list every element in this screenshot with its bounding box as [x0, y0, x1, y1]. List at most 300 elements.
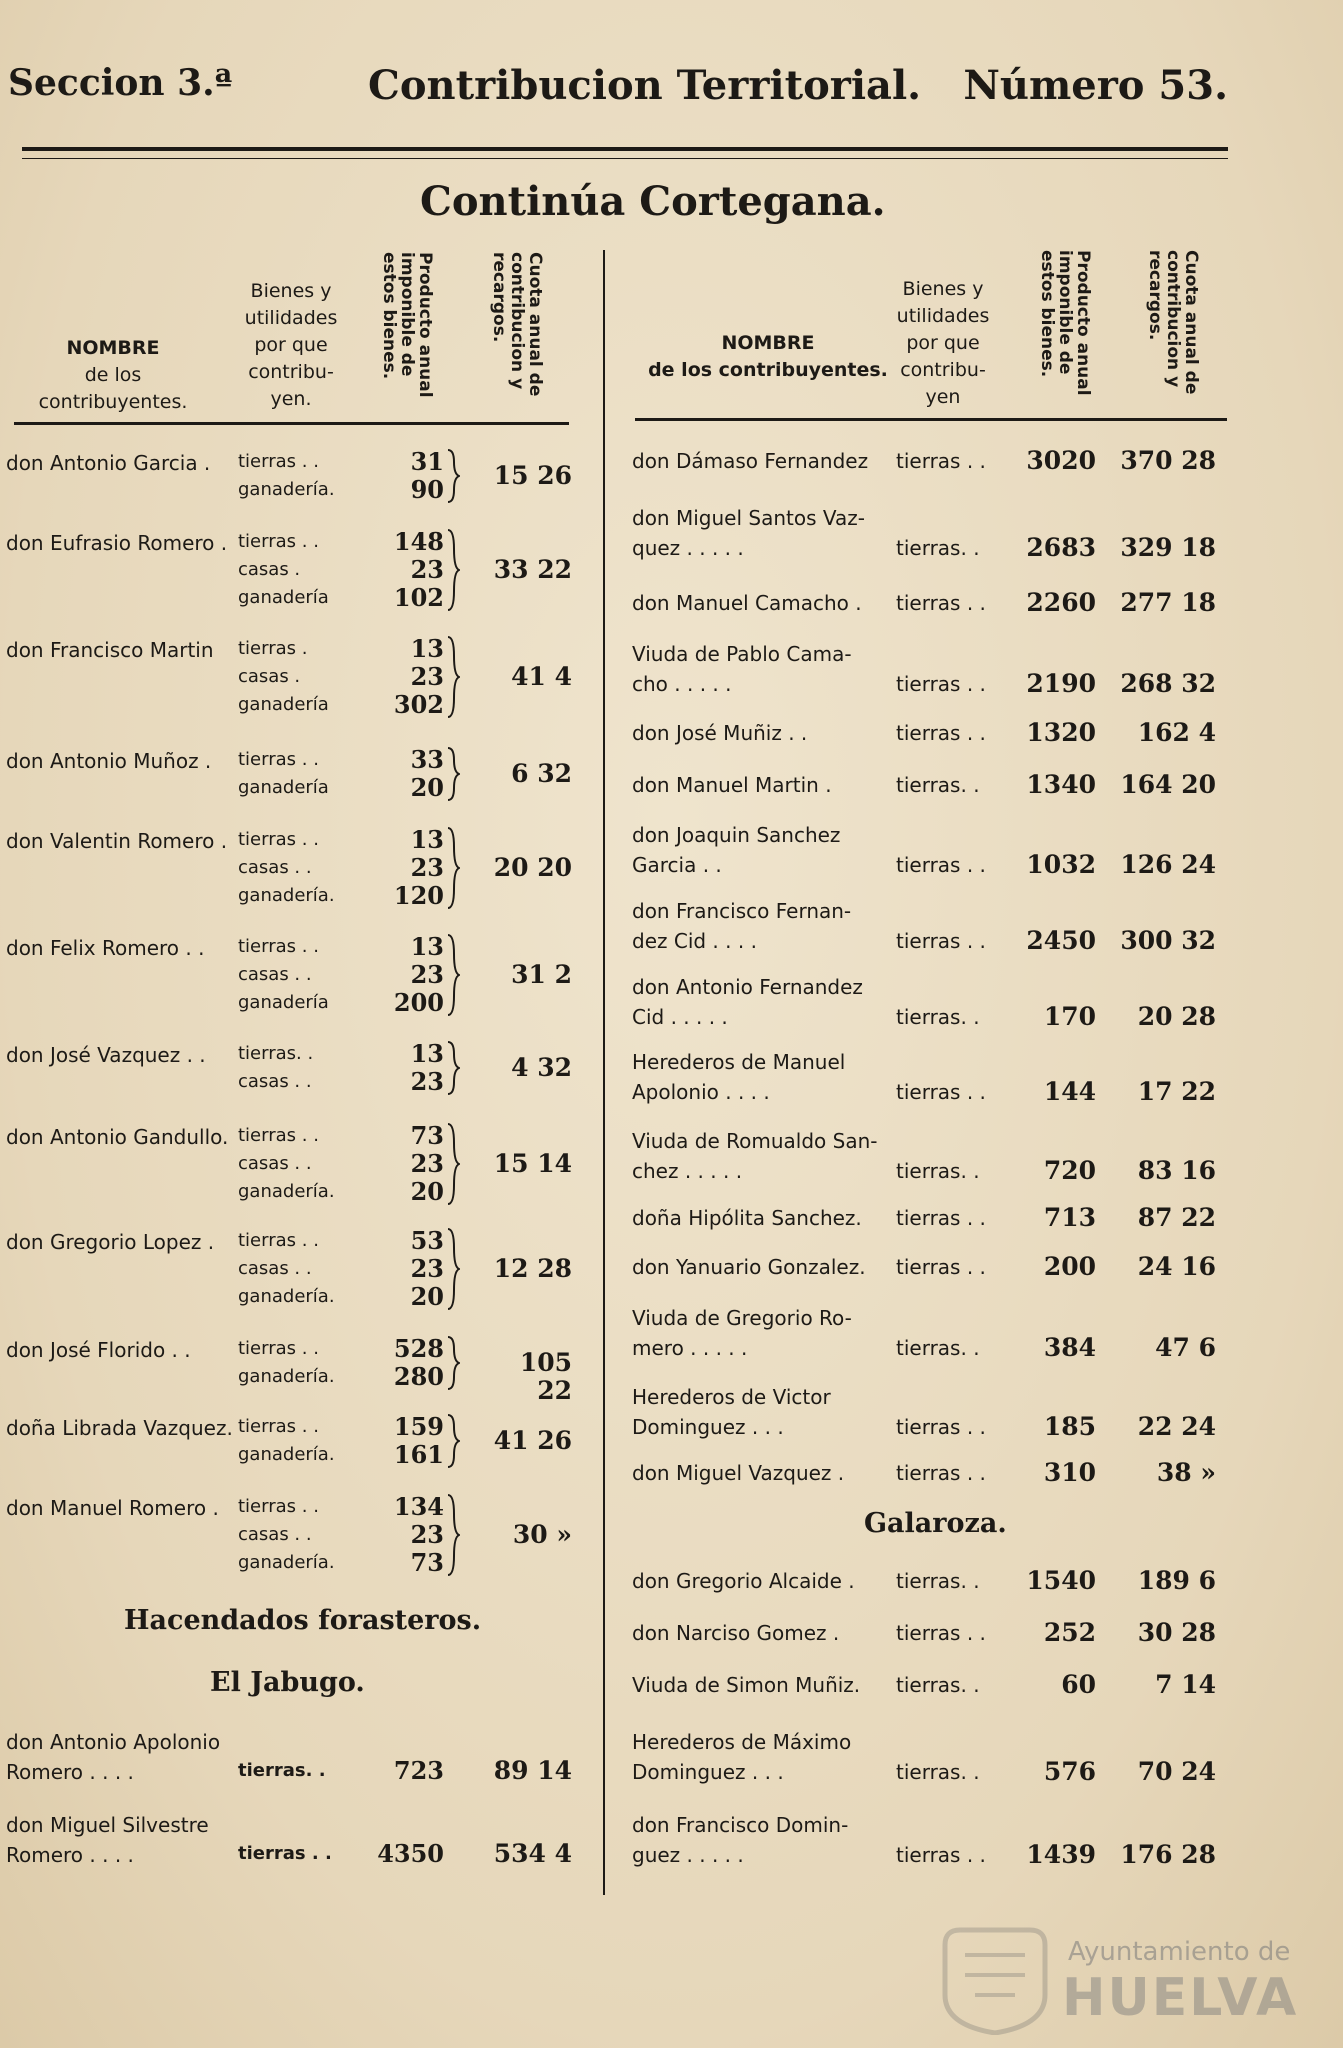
- goods-cell: tierras . .: [896, 853, 986, 877]
- product-value: 1439: [1026, 1840, 1096, 1869]
- goods-cell: tierras . .: [896, 591, 986, 615]
- contributor-name-line: quez . . . . .: [632, 536, 744, 560]
- goods-cell: tierras. .: [238, 1760, 326, 1781]
- cuota-value: 47 6: [1155, 1333, 1216, 1362]
- col-header-name-line1: NOMBRE: [66, 337, 160, 359]
- product-value: 1320: [1026, 718, 1096, 747]
- goods-cell: [238, 448, 358, 504]
- col-header-goods-line: por que: [254, 334, 328, 356]
- table-row: [0, 528, 590, 612]
- cuota-value: 300 32: [1120, 926, 1216, 955]
- table-row: [620, 896, 1230, 956]
- product-value: 33: [410, 745, 444, 774]
- product-value: 23: [410, 853, 444, 882]
- cuota-value: 329 18: [1120, 533, 1216, 562]
- contributor-name-line: cho . . . . .: [632, 672, 732, 696]
- table-row: [620, 446, 1230, 476]
- contributor-name-line: don Antonio Fernandez: [632, 975, 863, 999]
- page-subtitle: Continúa Cortegana.: [420, 178, 886, 225]
- contributor-name-line: Dominguez . . .: [632, 1760, 784, 1784]
- product-cell: [360, 746, 444, 802]
- product-value: 280: [393, 1362, 444, 1391]
- product-cell: [360, 1227, 444, 1311]
- cuota-value: 12 28: [493, 1254, 572, 1283]
- table-row: [620, 1566, 1230, 1596]
- product-cell: [360, 1413, 444, 1469]
- product-cell: [360, 448, 444, 504]
- product-cell: [360, 1493, 444, 1577]
- product-value: 120: [393, 881, 444, 910]
- contributor-name-line: Herederos de Manuel: [632, 1050, 846, 1074]
- goods-line: ganadería: [238, 587, 329, 608]
- goods-line: ganadería.: [238, 479, 335, 500]
- goods-cell: tierras . .: [896, 1255, 986, 1279]
- product-value: 302: [393, 690, 444, 719]
- goods-line: ganadería.: [238, 1181, 335, 1202]
- section-heading-galaroza: Galaroza.: [864, 1508, 1007, 1539]
- contributor-name-line: mero . . . . .: [632, 1336, 748, 1360]
- contributor-name-line: guez . . . . .: [632, 1843, 744, 1867]
- goods-cell: [238, 1493, 358, 1577]
- goods-line: tierras . .: [238, 1496, 319, 1517]
- brace-icon: [446, 1493, 460, 1577]
- col-header-name: [8, 335, 218, 416]
- product-value: 20: [410, 1177, 444, 1206]
- product-value: 2450: [1026, 926, 1096, 955]
- header-underline-left: [14, 422, 569, 425]
- product-value: 1340: [1026, 770, 1096, 799]
- contributor-name: [632, 718, 902, 748]
- goods-cell: [238, 1413, 358, 1469]
- contributor-name: [632, 503, 902, 563]
- table-row: [620, 1727, 1230, 1787]
- product-value: 23: [410, 1067, 444, 1096]
- goods-line: ganadería.: [238, 1444, 335, 1465]
- table-row: [0, 1727, 590, 1787]
- goods-cell: tierras. .: [896, 1336, 980, 1360]
- cuota-value: 6 32: [511, 759, 572, 788]
- goods-line: tierras . .: [238, 1230, 319, 1251]
- product-value: 31: [410, 447, 444, 476]
- goods-line: casas . .: [238, 1258, 312, 1279]
- cuota-value: 15 26: [493, 461, 572, 490]
- col-header-goods-right: [888, 276, 998, 411]
- table-row: [0, 933, 590, 1017]
- product-value: 185: [1043, 1412, 1096, 1441]
- product-value: 720: [1043, 1156, 1096, 1185]
- product-value: 576: [1043, 1757, 1096, 1786]
- contributor-name: [632, 1566, 902, 1596]
- goods-cell: tierras . .: [896, 1461, 986, 1485]
- product-value: 170: [1043, 1002, 1096, 1031]
- table-row: [620, 820, 1230, 880]
- contributor-name: [6, 1810, 234, 1870]
- product-value: 144: [1043, 1077, 1096, 1106]
- contributor-name-line: don Miguel Vazquez .: [632, 1461, 845, 1485]
- product-cell: [360, 933, 444, 1017]
- cuota-value: 20 20: [493, 853, 572, 882]
- goods-cell: [238, 746, 358, 802]
- product-value: 3020: [1026, 446, 1096, 475]
- cuota-value: 7 14: [1155, 1670, 1216, 1699]
- goods-line: tierras . .: [238, 451, 319, 472]
- goods-line: tierras . .: [238, 1416, 319, 1437]
- contributor-name: [632, 1303, 902, 1363]
- watermark-line2: HUELVA: [1062, 1968, 1299, 2028]
- contributor-name-line: chez . . . . .: [632, 1159, 743, 1183]
- product-value: 200: [393, 988, 444, 1017]
- goods-cell: tierras . .: [896, 449, 986, 473]
- contributor-name: [632, 820, 902, 880]
- contributor-name-line: Viuda de Simon Muñiz.: [632, 1673, 861, 1697]
- cuota-value: 162 4: [1137, 718, 1216, 747]
- page-number: Número 53.: [963, 62, 1228, 109]
- brace-icon: [446, 746, 460, 802]
- table-row: [0, 1040, 590, 1096]
- contributor-name: don Antonio Gandullo.: [6, 1125, 229, 1149]
- col-header-goods-line: Bienes y: [250, 280, 332, 302]
- table-row: [620, 1670, 1230, 1700]
- table-row: [0, 746, 590, 802]
- goods-cell: tierras. .: [896, 1159, 980, 1183]
- section-heading-jabugo: El Jabugo.: [210, 1667, 365, 1698]
- goods-line: ganadería.: [238, 885, 335, 906]
- contributor-name: don Antonio Garcia .: [6, 451, 211, 475]
- contributor-name-line: don Antonio Apolonio: [6, 1730, 221, 1754]
- goods-line: tierras . .: [238, 749, 319, 770]
- product-value: 73: [410, 1548, 444, 1577]
- col-header-goods-line: contribu-: [900, 359, 986, 381]
- product-cell: [360, 635, 444, 719]
- contributor-name-line: don Miguel Silvestre: [6, 1813, 209, 1837]
- cuota-value: 105 22: [519, 1348, 572, 1405]
- column-divider: [603, 250, 605, 1895]
- header-underline-right: [635, 418, 1227, 421]
- table-row: [620, 1458, 1230, 1488]
- goods-cell: [238, 933, 358, 1017]
- cuota-value: 41 4: [511, 662, 572, 691]
- product-value: 2190: [1026, 669, 1096, 698]
- contributor-name-line: Apolonio . . . .: [632, 1080, 770, 1104]
- product-cell: [360, 1122, 444, 1206]
- table-row: [0, 826, 590, 910]
- table-row: [620, 1252, 1230, 1282]
- col-header-name-line1: NOMBRE: [721, 332, 815, 354]
- goods-line: tierras . .: [238, 531, 319, 552]
- contributor-name: [632, 1458, 902, 1488]
- table-row: [620, 1203, 1230, 1233]
- product-value: 102: [393, 583, 444, 612]
- contributor-name: [632, 588, 902, 618]
- col-header-goods-line: por que: [906, 332, 980, 354]
- contributor-name-line: don Manuel Camacho .: [632, 591, 862, 615]
- goods-cell: [238, 528, 358, 612]
- col-header-goods: [236, 278, 346, 413]
- goods-cell: tierras . .: [896, 929, 986, 953]
- contributor-name-line: Dominguez . . .: [632, 1415, 784, 1439]
- contributor-name: [6, 1727, 234, 1787]
- goods-cell: [238, 1040, 358, 1096]
- goods-cell: tierras. .: [896, 1005, 980, 1029]
- contributor-name: [632, 1126, 902, 1186]
- goods-line: tierras .: [238, 638, 308, 659]
- contributor-name: don José Florido . .: [6, 1338, 191, 1362]
- col-header-name-right: [638, 330, 898, 384]
- goods-cell: tierras . .: [896, 721, 986, 745]
- contributor-name: don Gregorio Lopez .: [6, 1230, 215, 1254]
- goods-line: casas . .: [238, 1153, 312, 1174]
- contributor-name-line: don Gregorio Alcaide .: [632, 1569, 855, 1593]
- table-row: [620, 770, 1230, 800]
- contributor-name: don Francisco Martin: [6, 638, 214, 662]
- table-row: [620, 972, 1230, 1032]
- table-row: [0, 1334, 590, 1405]
- cuota-value: 126 24: [1120, 850, 1216, 879]
- table-row: [620, 1047, 1230, 1107]
- goods-cell: tierras. .: [896, 1673, 980, 1697]
- product-value: 200: [1043, 1252, 1096, 1281]
- goods-cell: tierras. .: [896, 536, 980, 560]
- table-row: [0, 448, 590, 504]
- product-cell: [360, 826, 444, 910]
- goods-cell: [238, 635, 358, 719]
- product-value: 1540: [1026, 1566, 1096, 1595]
- product-value: 53: [410, 1226, 444, 1255]
- contributor-name-line: dez Cid . . . .: [632, 929, 757, 953]
- brace-icon: [446, 1040, 460, 1096]
- goods-line: ganadería: [238, 777, 329, 798]
- cuota-value: 164 20: [1120, 770, 1216, 799]
- contributor-name: [632, 972, 902, 1032]
- product-value: 20: [410, 773, 444, 802]
- product-value: 13: [410, 932, 444, 961]
- product-cell: [360, 1335, 444, 1391]
- cuota-value: 24 16: [1137, 1252, 1216, 1281]
- contributor-name: don Manuel Romero .: [6, 1496, 219, 1520]
- contributor-name: don Eufrasio Romero .: [6, 531, 228, 555]
- product-value: 13: [410, 1039, 444, 1068]
- contributor-name: [632, 1727, 902, 1787]
- goods-line: casas .: [238, 666, 301, 687]
- product-value: 384: [1043, 1333, 1096, 1362]
- table-row: [0, 635, 590, 719]
- product-value: 252: [1043, 1618, 1096, 1647]
- goods-line: ganadería.: [238, 1552, 335, 1573]
- table-row: [0, 1227, 590, 1311]
- contributor-name-line: doña Hipólita Sanchez.: [632, 1206, 862, 1230]
- cuota-value: 189 6: [1137, 1566, 1216, 1595]
- cuota-value: 83 16: [1137, 1156, 1216, 1185]
- contributor-name-line: don Francisco Fernan-: [632, 899, 852, 923]
- goods-cell: [238, 1335, 358, 1391]
- contributor-name: don Valentin Romero .: [6, 829, 228, 853]
- goods-cell: [238, 1122, 358, 1206]
- product-value: 134: [393, 1492, 444, 1521]
- goods-line: ganadería.: [238, 1286, 335, 1307]
- cuota-value: 4 32: [511, 1053, 572, 1082]
- table-row: [620, 718, 1230, 748]
- goods-line: ganadería: [238, 694, 329, 715]
- brace-icon: [446, 1122, 460, 1206]
- product-value: 4350: [377, 1839, 444, 1868]
- contributor-name-line: Garcia . .: [632, 853, 722, 877]
- goods-line: casas . .: [238, 964, 312, 985]
- product-value: 159: [393, 1412, 444, 1441]
- table-row: [0, 1122, 590, 1206]
- col-header-cuota: Cuota anual de contribucion y recargos.: [489, 252, 545, 397]
- product-value: 148: [393, 527, 444, 556]
- contributor-name-line: Viuda de Pablo Cama-: [632, 642, 852, 666]
- product-value: 528: [393, 1334, 444, 1363]
- product-value: 60: [1061, 1670, 1096, 1699]
- product-value: 23: [410, 1149, 444, 1178]
- col-header-name-line2: de los contribuyentes.: [38, 364, 188, 413]
- contributor-name-line: Herederos de Máximo: [632, 1730, 852, 1754]
- col-header-prod: Producto anual imponible de estos bienes.: [379, 252, 435, 398]
- contributor-name: [632, 639, 902, 699]
- product-value: 90: [410, 475, 444, 504]
- contributor-name-line: don José Muñiz . .: [632, 721, 808, 745]
- product-value: 23: [410, 662, 444, 691]
- goods-cell: tierras . .: [238, 1843, 332, 1864]
- contributor-name: [632, 1670, 902, 1700]
- contributor-name-line: Viuda de Romualdo San-: [632, 1129, 878, 1153]
- brace-icon: [446, 1227, 460, 1311]
- table-row: [620, 1303, 1230, 1363]
- brace-icon: [446, 448, 460, 504]
- cuota-value: 268 32: [1120, 669, 1216, 698]
- table-row: [620, 639, 1230, 699]
- product-value: 23: [410, 1254, 444, 1283]
- product-value: 310: [1043, 1458, 1096, 1487]
- header-rule-thin: [22, 158, 1228, 159]
- product-cell: [360, 1040, 444, 1096]
- goods-cell: tierras. .: [896, 1569, 980, 1593]
- goods-cell: tierras. .: [896, 1760, 980, 1784]
- table-row: [620, 1810, 1230, 1870]
- goods-line: tierras . .: [238, 1125, 319, 1146]
- goods-cell: tierras . .: [896, 1080, 986, 1104]
- table-row: [620, 1126, 1230, 1186]
- cuota-value: 31 2: [511, 960, 572, 989]
- contributor-name-line: Cid . . . . .: [632, 1005, 728, 1029]
- product-value: 1032: [1026, 850, 1096, 879]
- contributor-name: [632, 1047, 902, 1107]
- product-value: 13: [410, 634, 444, 663]
- col-header-goods-line: utilidades: [896, 305, 990, 327]
- contributor-name: don Felix Romero . .: [6, 936, 205, 960]
- contributor-name-line: don Manuel Martin .: [632, 773, 832, 797]
- product-cell: [360, 528, 444, 612]
- contributor-name: [632, 770, 902, 800]
- cuota-value: 15 14: [493, 1149, 572, 1178]
- contributor-name-line: don Yanuario Gonzalez.: [632, 1255, 866, 1279]
- col-header-prod-right: Producto anual imponible de estos bienes.: [1037, 250, 1093, 396]
- contributor-name-line: Romero . . . .: [6, 1760, 134, 1784]
- brace-icon: [446, 1413, 460, 1469]
- goods-cell: tierras . .: [896, 1206, 986, 1230]
- contributor-name-line: Herederos de Victor: [632, 1385, 831, 1409]
- goods-line: casas .: [238, 559, 301, 580]
- col-header-goods-line: contribu-: [248, 361, 334, 383]
- contributor-name: [632, 1810, 902, 1870]
- contributor-name: don Antonio Muñoz .: [6, 749, 212, 773]
- product-value: 23: [410, 555, 444, 584]
- product-value: 73: [410, 1121, 444, 1150]
- goods-cell: [238, 1227, 358, 1311]
- contributor-name: [632, 1203, 902, 1233]
- col-header-goods-line: yen: [925, 386, 961, 408]
- table-row: [0, 1413, 590, 1469]
- cuota-value: 87 22: [1137, 1203, 1216, 1232]
- goods-cell: tierras . .: [896, 1621, 986, 1645]
- goods-cell: tierras. .: [896, 773, 980, 797]
- page-title: Contribucion Territorial.: [368, 62, 922, 109]
- table-row: [620, 503, 1230, 563]
- goods-line: casas . .: [238, 1524, 312, 1545]
- goods-line: tierras . .: [238, 1338, 319, 1359]
- col-header-goods-line: utilidades: [244, 307, 338, 329]
- section-label: Seccion 3.ª: [8, 62, 233, 104]
- cuota-value: 534 4: [493, 1839, 572, 1868]
- cuota-value: 370 28: [1120, 446, 1216, 475]
- contributor-name: doña Librada Vazquez.: [6, 1416, 233, 1440]
- table-row: [620, 1382, 1230, 1442]
- product-value: 723: [393, 1756, 444, 1785]
- goods-cell: [238, 826, 358, 910]
- col-header-goods-line: yen.: [270, 388, 312, 410]
- cuota-value: 41 26: [493, 1426, 572, 1455]
- goods-line: tierras . .: [238, 936, 319, 957]
- goods-line: ganadería: [238, 992, 329, 1013]
- col-header-goods-line: Bienes y: [902, 278, 984, 300]
- brace-icon: [446, 933, 460, 1017]
- contributor-name: [632, 446, 902, 476]
- contributor-name: [632, 1252, 902, 1282]
- goods-line: casas . .: [238, 1071, 312, 1092]
- product-value: 23: [410, 960, 444, 989]
- goods-cell: tierras . .: [896, 1843, 986, 1867]
- col-header-cuota-right: Cuota anual de contribucion y recargos.: [1145, 250, 1201, 395]
- table-row: [620, 1618, 1230, 1648]
- goods-line: casas . .: [238, 857, 312, 878]
- contributor-name-line: don Narciso Gomez .: [632, 1621, 840, 1645]
- contributor-name-line: don Joaquin Sanchez: [632, 823, 841, 847]
- col-header-name-line2: de los contribuyentes.: [648, 359, 888, 381]
- cuota-value: 89 14: [493, 1756, 572, 1785]
- contributor-name-line: don Francisco Domin-: [632, 1813, 849, 1837]
- goods-cell: tierras . .: [896, 672, 986, 696]
- contributor-name-line: Viuda de Gregorio Ro-: [632, 1306, 852, 1330]
- contributor-name: don José Vazquez . .: [6, 1043, 206, 1067]
- contributor-name: [632, 896, 902, 956]
- goods-line: tierras . .: [238, 829, 319, 850]
- brace-icon: [446, 528, 460, 612]
- cuota-value: 30 »: [512, 1520, 572, 1549]
- cuota-value: 277 18: [1120, 588, 1216, 617]
- product-value: 13: [410, 825, 444, 854]
- table-row: [0, 1493, 590, 1577]
- product-value: 161: [393, 1440, 444, 1469]
- brace-icon: [446, 635, 460, 719]
- product-value: 20: [410, 1282, 444, 1311]
- goods-line: tierras. .: [238, 1043, 314, 1064]
- cuota-value: 176 28: [1120, 1840, 1216, 1869]
- product-value: 23: [410, 1520, 444, 1549]
- brace-icon: [446, 1335, 460, 1391]
- cuota-value: 70 24: [1137, 1757, 1216, 1786]
- contributor-name-line: don Miguel Santos Vaz-: [632, 506, 865, 530]
